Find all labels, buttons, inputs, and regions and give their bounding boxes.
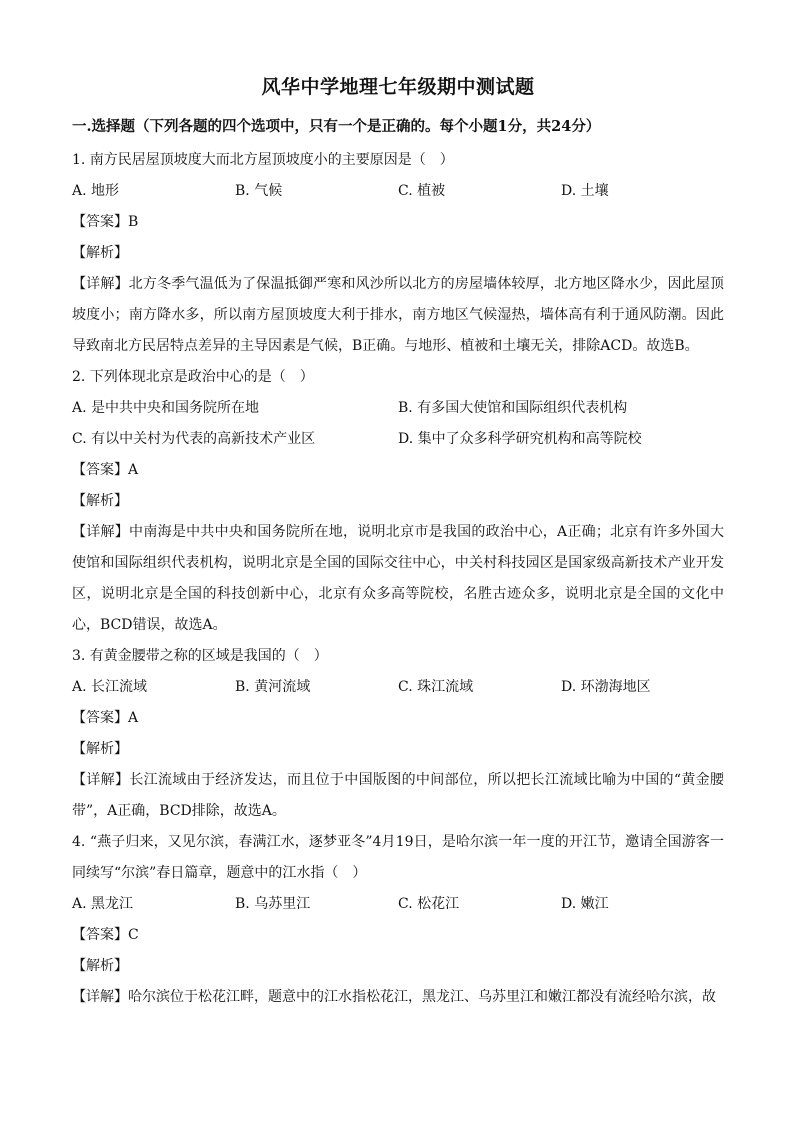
question-3 [72,641,724,827]
option-c: C. 植被 [398,183,446,199]
detail: 【详解】哈尔滨位于松花江畔，题意中的江水指松花江，黑龙江、乌苏里江和嫩江都没有流经哈尔滨，故 [72,989,716,1005]
option-row [72,176,724,207]
option-d: D. 集中了众多科学研究机构和高等院校 [398,431,642,447]
option-b: B. 黄河流域 [235,679,311,695]
answer: 【答案】A [72,710,139,726]
option-d: D. 环渤海地区 [561,679,651,695]
option-a: A. 黑龙江 [72,896,134,912]
answer: 【答案】B [72,214,139,230]
option-d: D. 土壤 [561,183,609,199]
page-title: 风华中学地理七年级期中测试题 [261,76,535,98]
detail: 【详解】长江流域由于经济发达，而且位于中国版图的中间部位，所以把长江流域比喻为中国的“黄金腰带”，A正确，BCD排除，故选A。 [72,772,724,819]
analysis-label: 【解析】 [72,245,128,261]
option-a: A. 是中共中央和国务院所在地 [72,400,260,416]
option-c: C. 有以中关村为代表的高新技术产业区 [72,431,316,447]
answer: 【答案】C [72,927,139,943]
option-row [72,424,724,455]
question-stem: 2. 下列体现北京是政治中心的是（ ） [72,369,314,385]
option-b: B. 气候 [235,183,283,199]
analysis-label: 【解析】 [72,493,128,509]
option-a: A. 长江流域 [72,679,148,695]
question-1 [72,145,724,362]
document-page [72,64,724,1013]
question-2 [72,362,724,641]
option-c: C. 松花江 [398,896,460,912]
option-row [72,672,724,703]
question-stem: 1. 南方民居屋顶坡度大而北方屋顶坡度小的主要原因是（ ） [72,152,454,168]
question-stem: 3. 有黄金腰带之称的区域是我国的（ ） [72,648,328,664]
option-a: A. 地形 [72,183,120,199]
question-stem: 4. “燕子归来，又见尔滨，春满江水，逐梦亚冬”4月19日，是哈尔滨一年一度的开江节，邀请全国游客一同续写“尔滨”春日篇章，题意中的江水指（ ） [72,834,724,881]
option-b: B. 乌苏里江 [235,896,311,912]
analysis-label: 【解析】 [72,741,128,757]
option-row [72,889,724,920]
analysis-label: 【解析】 [72,958,128,974]
option-c: C. 珠江流域 [398,679,474,695]
option-d: D. 嫩江 [561,896,609,912]
option-b: B. 有多国大使馆和国际组织代表机构 [398,400,628,416]
option-row [72,393,724,424]
answer: 【答案】A [72,462,139,478]
question-4 [72,827,724,1013]
detail: 【详解】中南海是中共中央和国务院所在地，说明北京市是我国的政治中心，A正确；北京有许多外国大使馆和国际组织代表机构，说明北京是全国的国际交往中心，中关村科技园区是国家级高新技术产业开发区，说明北京是全国的科技创新中心，北京有众多高等院校，名胜古迹众多，说明北京是全国的文化中心，BCD错误，故选A。 [72,524,724,633]
detail: 【详解】北方冬季气温低为了保温抵御严寒和风沙所以北方的房屋墙体较厚，北方地区降水少，因此屋顶坡度小；南方降水多，所以南方屋顶坡度大利于排水，南方地区气候湿热，墙体高有利于通风防潮。因此导致南北方民居特点差异的主导因素是气候，B正确。与地形、植被和土壤无关，排除ACD。故选B。 [72,276,724,354]
section-header: 一.选择题（下列各题的四个选项中，只有一个是正确的。每个小题1分，共24分） [72,118,601,135]
